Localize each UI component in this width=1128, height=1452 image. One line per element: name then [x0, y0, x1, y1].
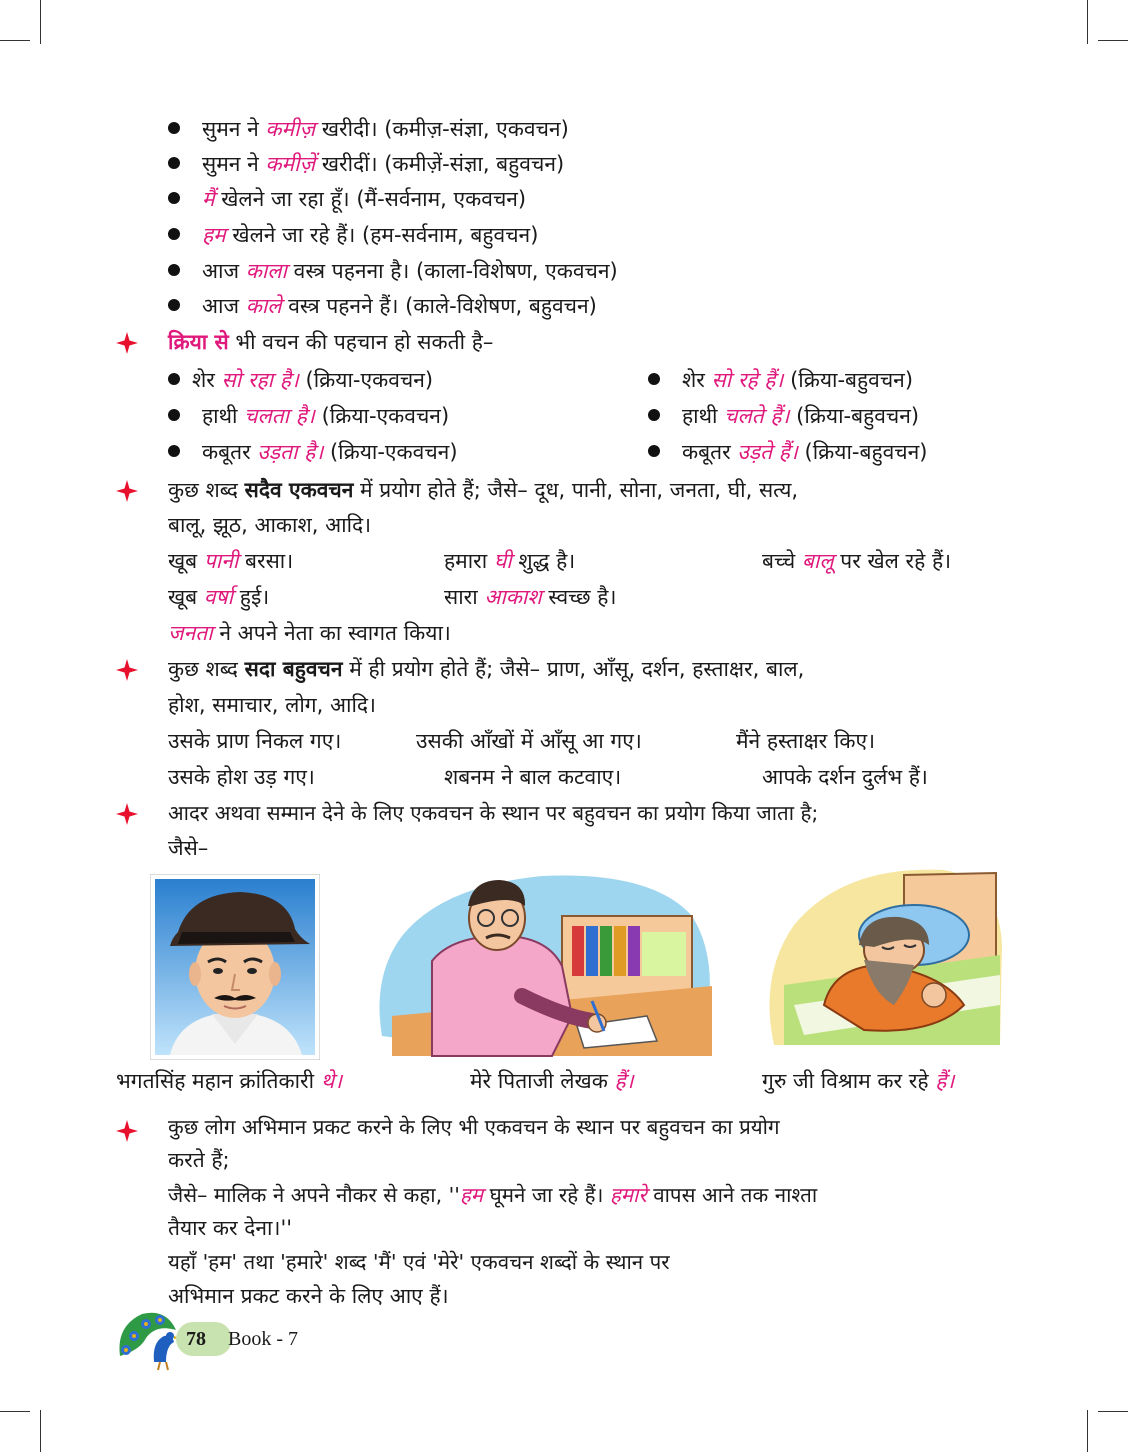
caption-father: मेरे पिताजी लेखक हैं। — [470, 1069, 634, 1093]
abhiman-example-line2: तैयार कर देना।'' — [168, 1216, 292, 1240]
crop-mark — [40, 0, 41, 44]
bahuvachan-example: उसके प्राण निकल गए। — [168, 729, 342, 753]
ekvachan-example: खूब वर्षा हुई। — [168, 585, 270, 609]
kriya-right-item: कबूतर उड़ते हैं। (क्रिया-बहुवचन) — [648, 437, 928, 467]
bahuvachan-example: उसकी आँखों में आँसू आ गए। — [416, 729, 642, 753]
star-bullet-icon — [116, 803, 138, 825]
bahuvachan-example: मैंने हस्ताक्षर किए। — [736, 729, 876, 753]
ekvachan-line2: बालू, झूठ, आकाश, आदि। — [168, 513, 372, 537]
bullet-item: मैं खेलने जा रहा हूँ। (मैं-सर्वनाम, एकवचन) — [168, 184, 526, 214]
kriya-left-item: शेर सो रहा है। (क्रिया-एकवचन) — [168, 365, 433, 395]
abhiman-note-line2: अभिमान प्रकट करने के लिए आए हैं। — [168, 1284, 449, 1308]
caption-guru: गुरु जी विश्राम कर रहे हैं। — [762, 1069, 955, 1093]
kriya-right-item: शेर सो रहे हैं। (क्रिया-बहुवचन) — [648, 365, 913, 395]
father-writing-image — [372, 866, 717, 1062]
ekvachan-example: बच्चे बालू पर खेल रहे हैं। — [762, 549, 952, 573]
star-bullet-icon — [116, 332, 138, 354]
bullet-item: सुमन ने कमीज़ें खरीदीं। (कमीज़ें-संज्ञा, बहुवचन) — [168, 149, 564, 179]
ekvachan-example: खूब पानी बरसा। — [168, 549, 294, 573]
bahuvachan-example: उसके होश उड़ गए। — [168, 765, 315, 789]
crop-mark — [40, 1410, 41, 1452]
abhiman-example: जैसे– मालिक ने अपने नौकर से कहा, ''हम घूमने जा रहे हैं। हमारे वापस आने तक नाश्ता — [168, 1183, 818, 1207]
page-number: 78 — [186, 1328, 206, 1350]
ekvachan-heading: कुछ शब्द सदैव एकवचन में प्रयोग होते हैं; जैसे– दूध, पानी, सोना, जनता, घी, सत्य, — [168, 478, 799, 502]
crop-mark — [0, 40, 30, 41]
kriya-left-item: हाथी चलता है। (क्रिया-एकवचन) — [168, 401, 449, 431]
bhagat-singh-portrait-image — [150, 874, 320, 1060]
crop-mark — [1098, 1411, 1128, 1412]
crop-mark — [1098, 40, 1128, 41]
star-bullet-icon — [116, 480, 138, 502]
abhiman-note: यहाँ 'हम' तथा 'हमारे' शब्द 'मैं' एवं 'मेरे' एकवचन शब्दों के स्थान पर — [168, 1250, 670, 1274]
kriya-right-item: हाथी चलते हैं। (क्रिया-बहुवचन) — [648, 401, 919, 431]
book-label: Book - 7 — [228, 1328, 298, 1350]
star-bullet-icon — [116, 1120, 138, 1142]
bullet-item: हम खेलने जा रहे हैं। (हम-सर्वनाम, बहुवचन) — [168, 220, 538, 250]
crop-mark — [0, 1411, 30, 1412]
ekvachan-example: जनता ने अपने नेता का स्वागत किया। — [168, 621, 451, 645]
kriya-heading: क्रिया से भी वचन की पहचान हो सकती है– — [168, 330, 494, 354]
caption-bhagat-singh: भगतसिंह महान क्रांतिकारी थे। — [116, 1069, 343, 1093]
bullet-item: आज काला वस्त्र पहनना है। (काला-विशेषण, एकवचन) — [168, 256, 618, 286]
aadar-paragraph-line2: जैसे– — [168, 836, 209, 860]
ekvachan-example: हमारा घी शुद्ध है। — [444, 549, 576, 573]
bahuvachan-example: शबनम ने बाल कटवाए। — [444, 765, 622, 789]
bahuvachan-line2: होश, समाचार, लोग, आदि। — [168, 693, 376, 717]
abhiman-paragraph: कुछ लोग अभिमान प्रकट करने के लिए भी एकवचन के स्थान पर बहुवचन का प्रयोग — [168, 1115, 780, 1139]
crop-mark — [1087, 0, 1088, 44]
star-bullet-icon — [116, 659, 138, 681]
peacock-icon — [116, 1306, 182, 1372]
ekvachan-example: सारा आकाश स्वच्छ है। — [444, 585, 617, 609]
bahuvachan-example: आपके दर्शन दुर्लभ हैं। — [762, 765, 928, 789]
kriya-left-item: कबूतर उड़ता है। (क्रिया-एकवचन) — [168, 437, 458, 467]
bahuvachan-heading: कुछ शब्द सदा बहुवचन में ही प्रयोग होते हैं; जैसे– प्राण, आँसू, दर्शन, हस्ताक्षर, बाल, — [168, 657, 805, 681]
bullet-item: सुमन ने कमीज़ खरीदी। (कमीज़-संज्ञा, एकवचन) — [168, 114, 569, 144]
guru-resting-image — [764, 855, 1004, 1055]
bullet-item: आज काले वस्त्र पहनने हैं। (काले-विशेषण, बहुवचन) — [168, 291, 597, 321]
crop-mark — [1087, 1410, 1088, 1452]
aadar-paragraph: आदर अथवा सम्मान देने के लिए एकवचन के स्थान पर बहुवचन का प्रयोग किया जाता है; — [168, 801, 819, 825]
abhiman-paragraph-line2: करते हैं; — [168, 1148, 230, 1172]
